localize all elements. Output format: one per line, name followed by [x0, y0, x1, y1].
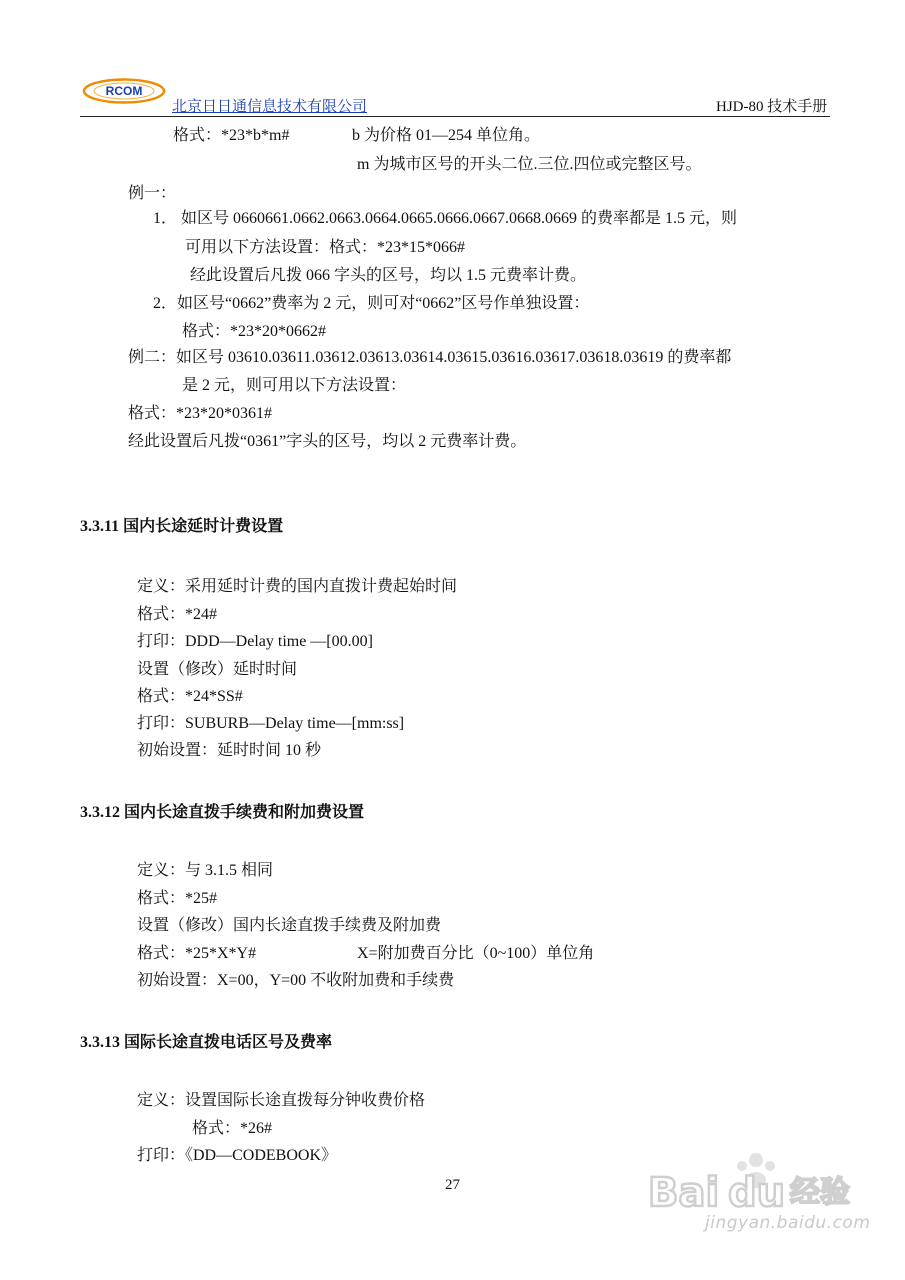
param-m-desc: m 为城市区号的开头二位.三位.四位或完整区号。	[357, 156, 702, 173]
section-heading-3-3-11: 3.3.11 国内长途延时计费设置	[80, 518, 284, 535]
section-line: 定义：与 3.1.5 相同	[137, 862, 274, 879]
section-line: 打印：《DD—CODEBOOK》	[137, 1147, 338, 1164]
section-line: 设置（修改）国内长途直拨手续费及附加费	[137, 917, 442, 934]
example-two-result: 经此设置后凡拨“0361”字头的区号，均以 2 元费率计费。	[128, 433, 527, 450]
manual-title: HJD-80 技术手册	[716, 99, 828, 115]
section-line-x-desc: X=附加费百分比（0~100）单位角	[357, 945, 595, 962]
section-line: 打印：SUBURB—Delay time—[mm:ss]	[137, 715, 405, 732]
section-line: 格式：*24*SS#	[137, 688, 243, 705]
section-line: 设置（修改）延时时间	[137, 661, 298, 678]
svg-text:Bai: Bai	[648, 1170, 720, 1216]
section-line: 格式：*24#	[137, 606, 218, 623]
section-line: 初始设置：延时时间 10 秒	[137, 742, 322, 759]
section-line: 格式：*25#	[137, 890, 218, 907]
svg-text:du: du	[728, 1170, 786, 1216]
example-two-cont: 是 2 元，则可用以下方法设置：	[182, 377, 407, 394]
example-one-item-1: 1． 如区号 0660661.0662.0663.0664.0665.0666.0667.0668.0669 的费率都是 1.5 元，则	[153, 210, 738, 227]
example-one-item-2-format: 格式：*23*20*0662#	[182, 323, 327, 340]
example-one-item-2: 2．如区号“0662”费率为 2 元，则可对“0662”区号作单独设置：	[153, 295, 590, 312]
example-one-label: 例一：	[128, 185, 177, 202]
example-one-result: 经此设置后凡拨 066 字头的区号，均以 1.5 元费率计费。	[190, 267, 587, 284]
header-divider	[80, 116, 830, 117]
section-heading-3-3-12: 3.3.12 国内长途直拨手续费和附加费设置	[80, 804, 365, 821]
svg-text:经验: 经验	[790, 1175, 850, 1210]
section-line: 初始设置：X=00，Y=00 不收附加费和手续费	[137, 972, 455, 989]
section-line: 打印：DDD—Delay time —[00.00]	[137, 633, 373, 650]
section-line: 定义：设置国际长途直拨每分钟收费价格	[137, 1092, 426, 1109]
example-two-format: 格式：*23*20*0361#	[128, 405, 273, 422]
section-line: 格式：*26#	[192, 1120, 273, 1137]
rcom-logo	[82, 78, 166, 104]
example-one-item-1-cont: 可用以下方法设置：格式：*23*15*066#	[185, 239, 466, 256]
param-b-desc: b 为价格 01—254 单位角。	[352, 127, 541, 144]
svg-text:RCOM: RCOM	[105, 84, 143, 98]
format-line: 格式：*23*b*m#	[173, 127, 290, 144]
example-two-line: 例二：如区号 03610.03611.03612.03613.03614.03615.03616.03617.03618.03619 的费率都	[128, 349, 732, 366]
section-line: 格式：*25*X*Y#	[137, 945, 257, 962]
company-name[interactable]: 北京日日通信息技术有限公司	[172, 99, 368, 115]
section-line: 定义：采用延时计费的国内直拨计费起始时间	[137, 578, 458, 595]
baidu-watermark-logo	[640, 1140, 870, 1260]
watermark-url: jingyan.baidu.com	[705, 1213, 871, 1233]
section-heading-3-3-13: 3.3.13 国际长途直拨电话区号及费率	[80, 1034, 333, 1051]
page-number: 27	[445, 1177, 460, 1193]
